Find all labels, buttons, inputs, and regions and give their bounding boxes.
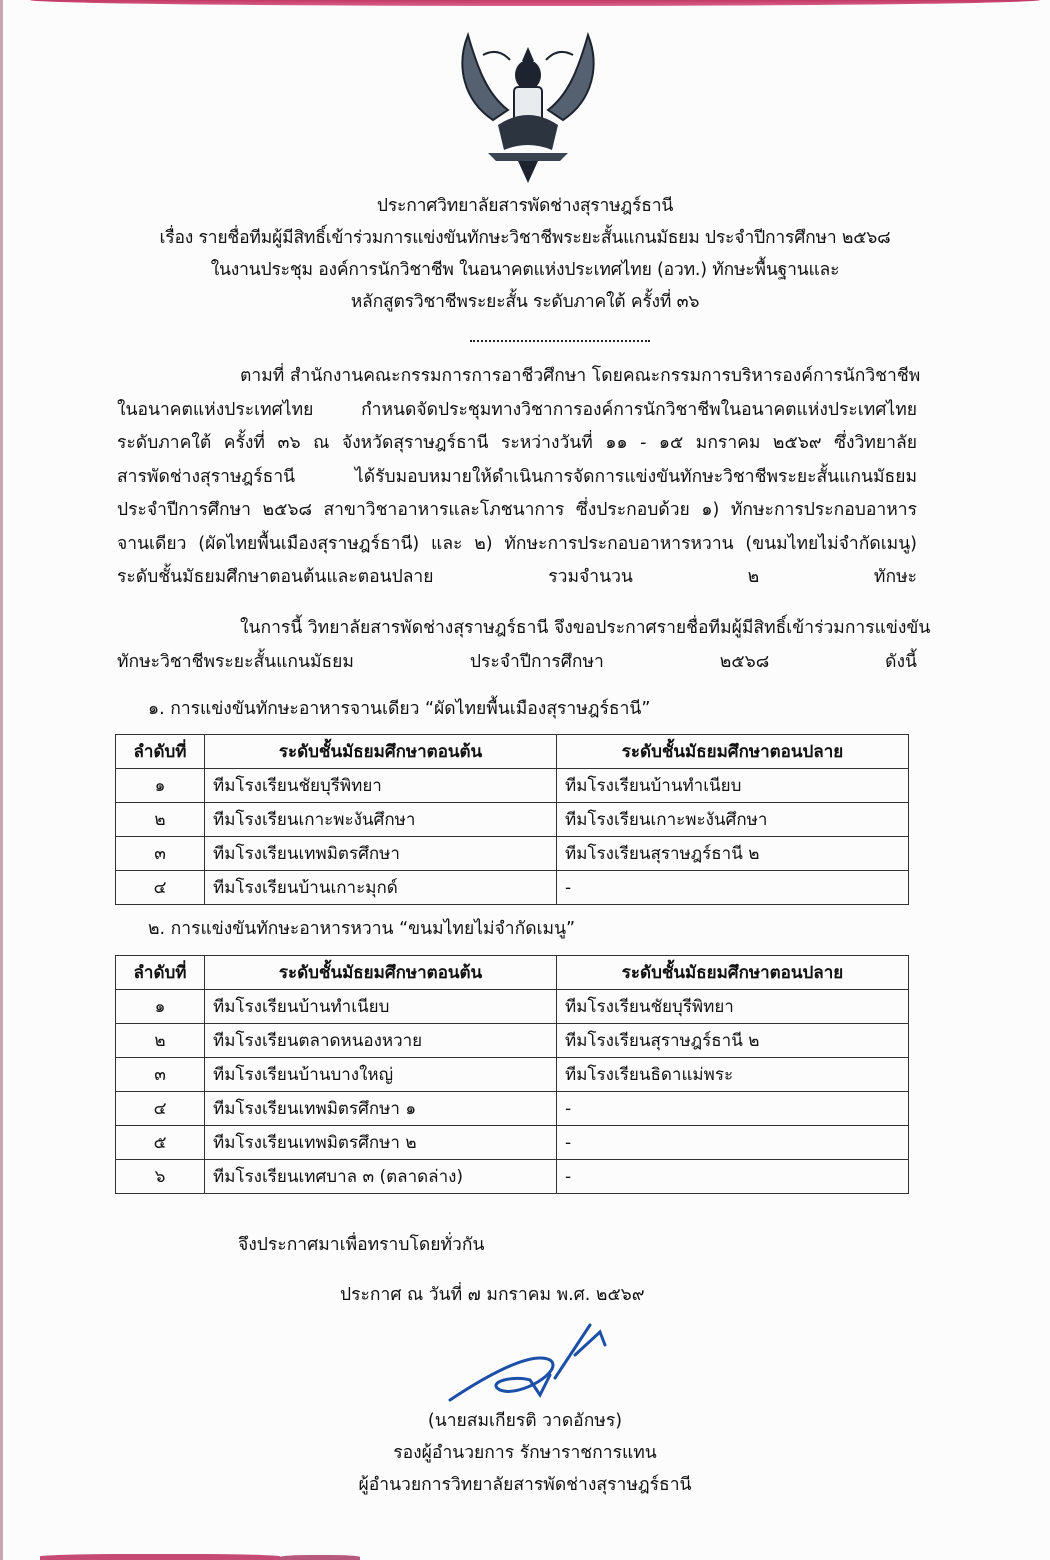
signatory-position: รองผู้อำนวยการ รักษาราชการแทน [393, 1443, 657, 1463]
page-edge-bottom [280, 1555, 360, 1560]
paragraph-line: ระดับชั้นมัธยมศึกษาตอนต้นและตอนปลาย รวมจำนวน ๒ ทักษะ [117, 567, 917, 587]
announcement-date: ประกาศ ณ วันที่ ๗ มกราคม พ.ศ. ๒๕๖๙ [340, 1285, 645, 1305]
column-header-upper-secondary: ระดับชั้นมัธยมศึกษาตอนปลาย [557, 735, 909, 769]
paragraph-line: สารพัดช่างสุราษฎร์ธานี ได้รับมอบหมายให้ดำเนินการจัดการแข่งขันทักษะวิชาชีพระยะสั้นแกนมัธยม [117, 466, 917, 487]
paragraph-announcement [117, 612, 931, 679]
table-row [116, 837, 909, 871]
signatory-name: (นายสมเกียรติ วาดอักษร) [427, 1411, 623, 1431]
order-cell: ๕ [116, 1126, 205, 1160]
competition-2-title: ๒. การแข่งขันทักษะอาหารหวาน “ขนมไทยไม่จำกัดเมนู” [148, 919, 576, 939]
signature-icon [440, 1320, 640, 1410]
upper-secondary-team: ทีมโรงเรียนบ้านทำเนียบ [557, 769, 909, 803]
separator-dots [470, 340, 650, 342]
paragraph-line: ทักษะวิชาชีพระยะสั้นแกนมัธยม ประจำปีการศึกษา ๒๕๖๘ ดังนี้ [117, 651, 917, 672]
table-row [116, 769, 909, 803]
table-row [116, 1058, 909, 1092]
garuda-emblem-icon [448, 25, 608, 185]
lower-secondary-team: ทีมโรงเรียนเทศบาล ๓ (ตลาดล่าง) [205, 1160, 557, 1194]
lower-secondary-team: ทีมโรงเรียนเทพมิตรศึกษา [205, 837, 557, 871]
paragraph-line: ในการนี้ วิทยาลัยสารพัดช่างสุราษฎร์ธานี จึงขอประกาศรายชื่อทีมผู้มีสิทธิ์เข้าร่วมการแข่งขัน [240, 618, 931, 638]
table-row [116, 990, 909, 1024]
announcement-header [0, 190, 1050, 318]
table-row [116, 1160, 909, 1194]
paragraph-line: จานเดียว (ผัดไทยพื้นเมืองสุราษฎร์ธานี) และ ๒) ทักษะการประกอบอาหารหวาน (ขนมไทยไม่จำกัดเมนู) [117, 533, 917, 554]
upper-secondary-team: - [557, 1126, 909, 1160]
upper-secondary-team: ทีมโรงเรียนสุราษฎร์ธานี ๒ [557, 1024, 909, 1058]
paragraph-background [117, 360, 921, 595]
lower-secondary-team: ทีมโรงเรียนเทพมิตรศึกษา ๑ [205, 1092, 557, 1126]
lower-secondary-team: ทีมโรงเรียนเกาะพะงันศึกษา [205, 803, 557, 837]
upper-secondary-team: - [557, 1092, 909, 1126]
table-row [116, 871, 909, 905]
lower-secondary-team: ทีมโรงเรียนบ้านทำเนียบ [205, 990, 557, 1024]
order-cell: ๔ [116, 1092, 205, 1126]
paragraph-line: ประจำปีการศึกษา ๒๕๖๘ สาขาวิชาอาหารและโภชนาการ ซึ่งประกอบด้วย ๑) ทักษะการประกอบอาหาร [117, 500, 917, 520]
upper-secondary-team: - [557, 1160, 909, 1194]
table-header-row [116, 735, 909, 769]
order-cell: ๓ [116, 1058, 205, 1092]
column-header-order: ลำดับที่ [116, 956, 205, 990]
subject-line: ในงานประชุม องค์การนักวิชาชีพ ในอนาคตแห่งประเทศไทย (อวท.) ทักษะพื้นฐานและ [210, 260, 840, 280]
column-header-upper-secondary: ระดับชั้นมัธยมศึกษาตอนปลาย [557, 956, 909, 990]
upper-secondary-team: - [557, 871, 909, 905]
signatory-block [300, 1405, 750, 1501]
order-cell: ๔ [116, 871, 205, 905]
competition-1-table [115, 734, 909, 905]
table-row [116, 1126, 909, 1160]
lower-secondary-team: ทีมโรงเรียนเทพมิตรศึกษา ๒ [205, 1126, 557, 1160]
order-cell: ๑ [116, 769, 205, 803]
order-cell: ๑ [116, 990, 205, 1024]
order-cell: ๒ [116, 1024, 205, 1058]
lower-secondary-team: ทีมโรงเรียนบ้านเกาะมุกด์ [205, 871, 557, 905]
paragraph-line: ในอนาคตแห่งประเทศไทย กำหนดจัดประชุมทางวิชาการองค์การนักวิชาชีพในอนาคตแห่งประเทศไทย [117, 399, 917, 420]
paragraph-line: ตามที่ สำนักงานคณะกรรมการการอาชีวศึกษา โดยคณะกรรมการบริหารองค์การนักวิชาชีพ [240, 366, 921, 386]
order-cell: ๓ [116, 837, 205, 871]
subject-line: เรื่อง รายชื่อทีมผู้มีสิทธิ์เข้าร่วมการแข่งขันทักษะวิชาชีพระยะสั้นแกนมัธยม ประจำปีการศึกษา ๒๕๖๘ [159, 228, 891, 248]
page-edge-top [30, 0, 1040, 6]
upper-secondary-team: ทีมโรงเรียนธิดาแม่พระ [557, 1058, 909, 1092]
order-cell: ๒ [116, 803, 205, 837]
table-row [116, 803, 909, 837]
column-header-lower-secondary: ระดับชั้นมัธยมศึกษาตอนต้น [205, 956, 557, 990]
page-edge-bottom [40, 1554, 280, 1560]
lower-secondary-team: ทีมโรงเรียนตลาดหนองหวาย [205, 1024, 557, 1058]
table-row [116, 1024, 909, 1058]
signatory-position: ผู้อำนวยการวิทยาลัยสารพัดช่างสุราษฎร์ธานี [358, 1475, 692, 1495]
order-cell: ๖ [116, 1160, 205, 1194]
table-header-row [116, 956, 909, 990]
lower-secondary-team: ทีมโรงเรียนบ้านบางใหญ่ [205, 1058, 557, 1092]
issuer-title: ประกาศวิทยาลัยสารพัดช่างสุราษฎร์ธานี [376, 196, 674, 216]
competition-2-table [115, 955, 909, 1194]
paragraph-line: ระดับภาคใต้ ครั้งที่ ๓๖ ณ จังหวัดสุราษฎร์ธานี ระหว่างวันที่ ๑๑ - ๑๕ มกราคม ๒๕๖๙ ซึ่งวิทยาลัย [117, 433, 917, 453]
subject-line: หลักสูตรวิชาชีพระยะสั้น ระดับภาคใต้ ครั้งที่ ๓๖ [350, 292, 700, 312]
column-header-order: ลำดับที่ [116, 735, 205, 769]
upper-secondary-team: ทีมโรงเรียนเกาะพะงันศึกษา [557, 803, 909, 837]
upper-secondary-team: ทีมโรงเรียนชัยบุรีพิทยา [557, 990, 909, 1024]
competition-1-title: ๑. การแข่งขันทักษะอาหารจานเดียว “ผัดไทยพื้นเมืองสุราษฎร์ธานี” [148, 699, 651, 719]
column-header-lower-secondary: ระดับชั้นมัธยมศึกษาตอนต้น [205, 735, 557, 769]
lower-secondary-team: ทีมโรงเรียนชัยบุรีพิทยา [205, 769, 557, 803]
closing-statement: จึงประกาศมาเพื่อทราบโดยทั่วกัน [238, 1235, 485, 1255]
upper-secondary-team: ทีมโรงเรียนสุราษฎร์ธานี ๒ [557, 837, 909, 871]
table-row [116, 1092, 909, 1126]
